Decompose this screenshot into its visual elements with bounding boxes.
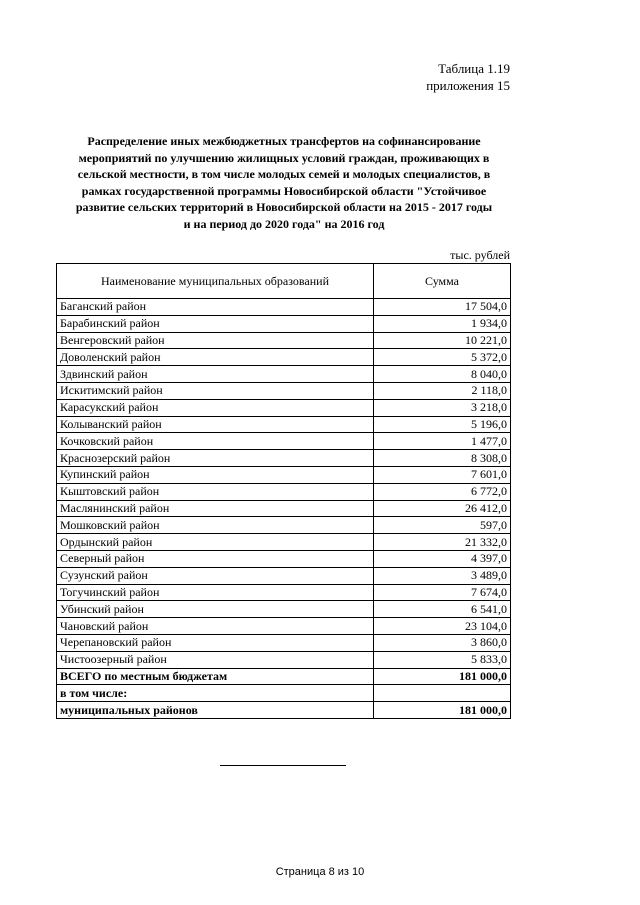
district-name: Мошковский район (57, 517, 374, 534)
district-name: Баганский район (57, 299, 374, 316)
table-row (57, 534, 511, 551)
table-row (57, 433, 511, 450)
table-row (57, 601, 511, 618)
table-row (57, 315, 511, 332)
column-header-name: Наименование муниципальных образований (57, 264, 374, 299)
table-row (57, 618, 511, 635)
table-row (57, 567, 511, 584)
district-name: Убинский район (57, 601, 374, 618)
including-empty (374, 685, 511, 702)
district-name: Здвинский район (57, 366, 374, 383)
table-row (57, 550, 511, 567)
district-sum: 7 601,0 (374, 466, 511, 483)
district-sum: 597,0 (374, 517, 511, 534)
table-header-row (57, 264, 511, 299)
total-sum: 181 000,0 (374, 668, 511, 685)
table-row (57, 332, 511, 349)
district-sum: 3 218,0 (374, 399, 511, 416)
municipal-districts-label: муниципальных районов (57, 702, 374, 719)
district-sum: 6 541,0 (374, 601, 511, 618)
district-name: Тогучинский район (57, 584, 374, 601)
district-name: Кочковский район (57, 433, 374, 450)
total-row (57, 668, 511, 685)
title-line: сельской местности, в том числе молодых семей и молодых специалистов, в (77, 167, 491, 181)
district-name: Сузунский район (57, 567, 374, 584)
district-sum: 7 674,0 (374, 584, 511, 601)
allocation-table (56, 263, 511, 719)
district-name: Ордынский район (57, 534, 374, 551)
document-title (56, 133, 512, 232)
table-body (57, 299, 511, 669)
page-footer: Страница 8 из 10 (275, 866, 365, 878)
district-sum: 21 332,0 (374, 534, 511, 551)
district-name: Чановский район (57, 618, 374, 635)
district-sum: 8 308,0 (374, 450, 511, 467)
district-sum: 2 118,0 (374, 382, 511, 399)
district-name: Краснозерский район (57, 450, 374, 467)
including-label: в том числе: (57, 685, 374, 702)
district-name: Искитимский район (57, 382, 374, 399)
district-name: Маслянинский район (57, 500, 374, 517)
district-sum: 5 833,0 (374, 651, 511, 668)
table-row (57, 299, 511, 316)
table-row (57, 483, 511, 500)
total-label: ВСЕГО по местным бюджетам (57, 668, 374, 685)
district-sum: 3 489,0 (374, 567, 511, 584)
table-row (57, 500, 511, 517)
table-row (57, 382, 511, 399)
district-sum: 26 412,0 (374, 500, 511, 517)
district-sum: 4 397,0 (374, 550, 511, 567)
district-sum: 1 477,0 (374, 433, 511, 450)
title-line: и на период до 2020 года" на 2016 год (183, 216, 385, 231)
district-name: Северный район (57, 550, 374, 567)
district-sum: 8 040,0 (374, 366, 511, 383)
table-row (57, 466, 511, 483)
table-row (57, 349, 511, 366)
column-header-sum: Сумма (374, 264, 511, 299)
table-row (57, 634, 511, 651)
table-row (57, 450, 511, 467)
table-totals (57, 668, 511, 718)
table-row (57, 416, 511, 433)
district-name: Венгеровский район (57, 332, 374, 349)
unit-label: тыс. рублей (450, 248, 510, 262)
district-sum: 1 934,0 (374, 315, 511, 332)
table-row (57, 584, 511, 601)
table-row (57, 366, 511, 383)
district-name: Доволенский район (57, 349, 374, 366)
title-line: Распределение иных межбюджетных трансфертов на софинансирование (87, 134, 481, 148)
district-sum: 5 196,0 (374, 416, 511, 433)
district-sum: 3 860,0 (374, 634, 511, 651)
table-row (57, 651, 511, 668)
table-row (57, 399, 511, 416)
district-sum: 10 221,0 (374, 332, 511, 349)
district-sum: 23 104,0 (374, 618, 511, 635)
appendix-number: приложения 15 (426, 78, 510, 93)
title-line: мероприятий по улучшению жилищных условий граждан, проживающих в (78, 150, 490, 165)
district-name: Чистоозерный район (57, 651, 374, 668)
district-name: Черепановский район (57, 634, 374, 651)
table-reference (426, 60, 510, 94)
district-name: Карасукский район (57, 399, 374, 416)
title-line: рамках государственной программы Новосибирской области "Устойчивое (81, 183, 487, 198)
table-row (57, 517, 511, 534)
municipal-districts-row (57, 702, 511, 719)
district-name: Колыванский район (57, 416, 374, 433)
district-sum: 5 372,0 (374, 349, 511, 366)
district-sum: 17 504,0 (374, 299, 511, 316)
title-line: развитие сельских территорий в Новосибирской области на 2015 - 2017 годы (75, 200, 493, 214)
including-row (57, 685, 511, 702)
district-name: Кыштовский район (57, 483, 374, 500)
district-name: Купинский район (57, 466, 374, 483)
municipal-districts-sum: 181 000,0 (374, 702, 511, 719)
district-name: Барабинский район (57, 315, 374, 332)
signature-line (220, 765, 346, 766)
table-number: Таблица 1.19 (438, 61, 510, 76)
district-sum: 6 772,0 (374, 483, 511, 500)
